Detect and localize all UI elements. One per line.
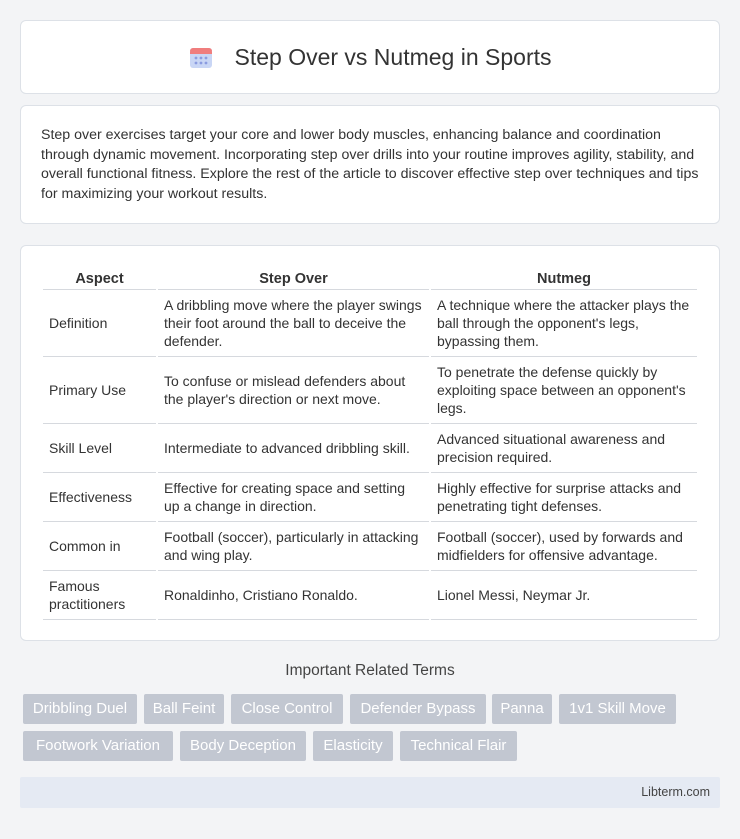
comparison-card (20, 245, 720, 641)
table-header-row (43, 264, 697, 290)
row-aspect: Effectiveness (43, 473, 156, 522)
table-row (43, 522, 697, 571)
table-row (43, 473, 697, 522)
row-aspect: Primary Use (43, 357, 156, 424)
row-nutmeg: Highly effective for surprise attacks and penetrating tight defenses. (431, 473, 697, 522)
row-aspect: Definition (43, 290, 156, 357)
related-term-tag[interactable]: Defender Bypass (350, 694, 486, 724)
related-term-tag[interactable]: Footwork Variation (23, 731, 173, 761)
calendar-grid-icon (188, 44, 214, 70)
row-step-over: To confuse or mislead defenders about the player's direction or next move. (158, 357, 429, 424)
row-nutmeg: Lionel Messi, Neymar Jr. (431, 571, 697, 620)
row-step-over: A dribbling move where the player swings their foot around the ball to deceive the defender. (158, 290, 429, 357)
table-row (43, 357, 697, 424)
row-aspect: Common in (43, 522, 156, 571)
related-term-tag[interactable]: Body Deception (180, 731, 306, 761)
related-term-tag[interactable]: Dribbling Duel (23, 694, 137, 724)
related-term-tag[interactable]: Ball Feint (144, 694, 224, 724)
related-terms-title: Important Related Terms (285, 662, 455, 679)
intro-text: Step over exercises target your core and lower body muscles, enhancing balance and coordination through dynamic movement. Incorporating step over drills into your routine improves agility, stability, and overall functional fitness. Explore the rest of the article to discover effective step over techniques and tips for maximizing your workout results. (41, 127, 699, 202)
header-nutmeg: Nutmeg (431, 264, 697, 290)
related-term-tag[interactable]: Close Control (231, 694, 343, 724)
header-aspect: Aspect (43, 264, 156, 290)
row-aspect: Skill Level (43, 424, 156, 473)
row-nutmeg: To penetrate the defense quickly by exploiting space between an opponent's legs. (431, 357, 697, 424)
row-step-over: Ronaldinho, Cristiano Ronaldo. (158, 571, 429, 620)
related-term-tag[interactable]: Technical Flair (400, 731, 517, 761)
row-step-over: Football (soccer), particularly in attacking and wing play. (158, 522, 429, 571)
table-row (43, 571, 697, 620)
related-term-tag[interactable]: Panna (492, 694, 552, 724)
table-row (43, 290, 697, 357)
row-step-over: Intermediate to advanced dribbling skill. (158, 424, 429, 473)
row-nutmeg: Advanced situational awareness and precision required. (431, 424, 697, 473)
footer (20, 777, 720, 808)
related-term-tag[interactable]: Elasticity (313, 731, 393, 761)
footer-source-link[interactable]: Libterm.com (641, 785, 710, 799)
table-row (43, 424, 697, 473)
header-step-over: Step Over (158, 264, 429, 290)
row-nutmeg: Football (soccer), used by forwards and midfielders for offensive advantage. (431, 522, 697, 571)
comparison-table (41, 264, 699, 620)
row-nutmeg: A technique where the attacker plays the ball through the opponent's legs, bypassing them. (431, 290, 697, 357)
related-term-tag[interactable]: 1v1 Skill Move (559, 694, 676, 724)
title-card (20, 20, 720, 94)
intro-card (20, 105, 720, 224)
row-step-over: Effective for creating space and setting up a change in direction. (158, 473, 429, 522)
page-title: Step Over vs Nutmeg in Sports (234, 43, 552, 70)
row-aspect: Famous practitioners (43, 571, 156, 620)
